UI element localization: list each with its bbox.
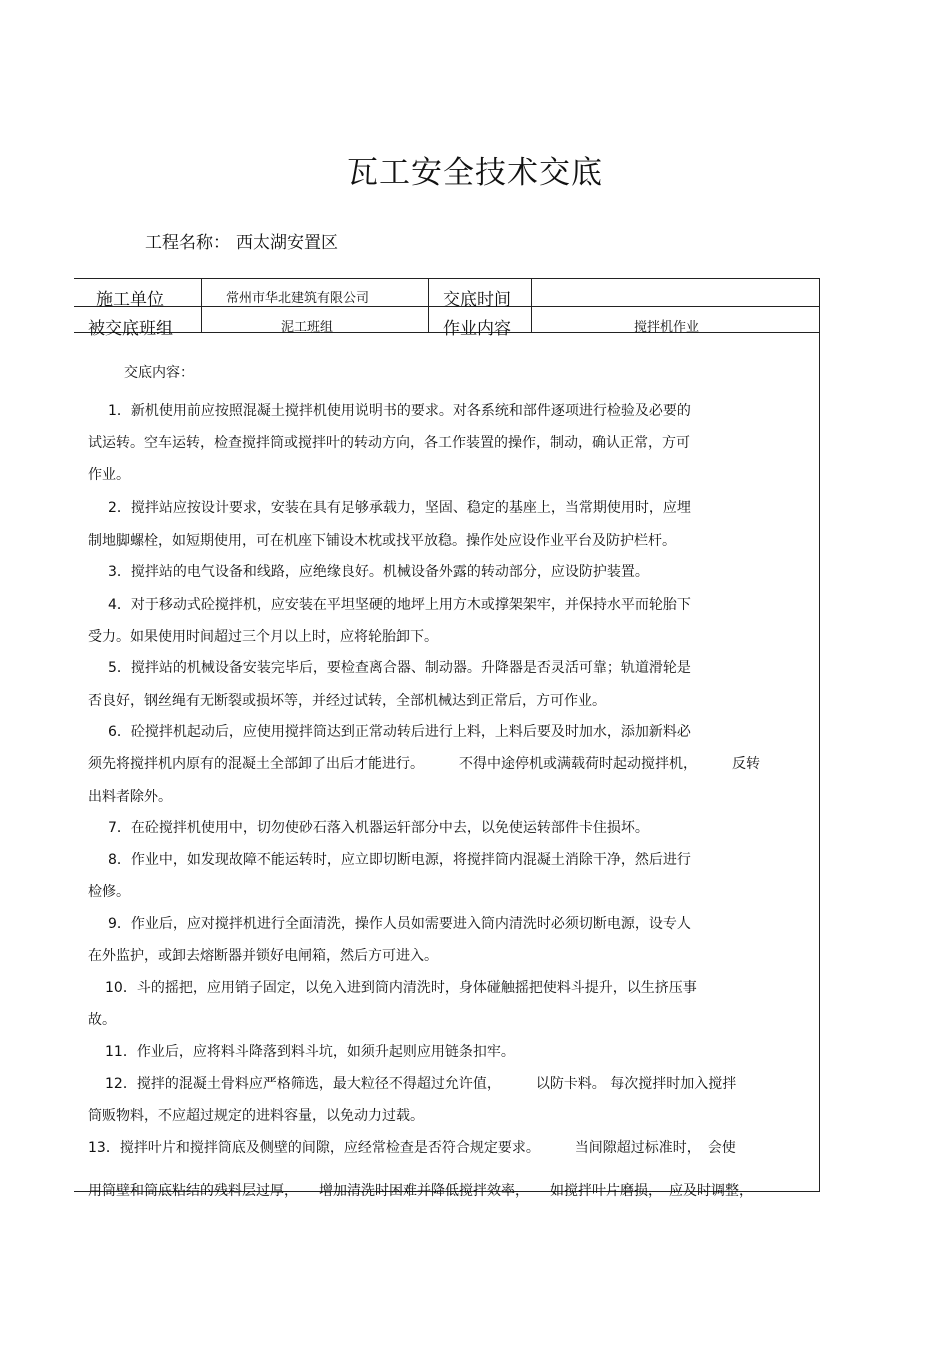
table-col-divider-1 — [201, 278, 202, 332]
table-col-divider-2 — [428, 278, 429, 332]
content-line: 1．新机使用前应按照混凝土搅拌机使用说明书的要求。对各系统和部件逐项进行检验及必要的 — [108, 403, 691, 419]
content-line: 6．砼搅拌机起动后，应使用搅拌筒达到正常动转后进行上料，上料后要及时加水，添加新料必 — [108, 724, 691, 740]
table-col-divider-3 — [531, 278, 532, 332]
content-line: 2．搅拌站应按设计要求，安装在具有足够承载力，坚固、稳定的基座上，当常期使用时，应埋 — [108, 500, 691, 516]
content-line: 筒贩物料，不应超过规定的进料容量，以免动力过载。 — [88, 1108, 424, 1124]
receiving-team-label: 被交底班组 — [88, 319, 173, 339]
table-top-border — [74, 278, 820, 279]
content-line: 作业。 — [88, 467, 130, 483]
project-name-line — [145, 228, 344, 253]
project-name-label: 工程名称： — [145, 233, 230, 253]
content-line: 3．搅拌站的电气设备和线路，应绝缘良好。机械设备外露的转动部分，应设防护装置。 — [108, 564, 649, 580]
handover-time-label: 交底时间 — [443, 290, 511, 310]
content-line: 用筒壁和筒底粘结的残料层过厚， 增加清洗时困难并降低搅拌效率， 如搅拌叶片磨损， 应及时调整， — [88, 1183, 753, 1199]
content-line: 出料者除外。 — [88, 789, 172, 805]
content-line: 故。 — [88, 1012, 116, 1028]
content-line: 受力。如果使用时间超过三个月以上时，应将轮胎卸下。 — [88, 629, 438, 645]
content-line: 试运转。空车运转，检查搅拌筒或搅拌叶的转动方向，各工作装置的操作，制动，确认正常，方可 — [88, 435, 690, 451]
content-line: 5．搅拌站的机械设备安装完毕后，要检查离合器、制动器。升降器是否灵活可靠；轨道滑轮是 — [108, 660, 691, 676]
content-heading: 交底内容： — [124, 365, 194, 381]
content-line: 在外监护，或卸去熔断器并锁好电闸箱，然后方可进入。 — [88, 948, 438, 964]
content-line: 7．在砼搅拌机使用中，切勿使砂石落入机器运轩部分中去，以免使运转部件卡住损坏。 — [108, 820, 649, 836]
content-line: 制地脚螺栓，如短期使用，可在机座下铺设木枕或找平放稳。操作处应设作业平台及防护栏杆。 — [88, 533, 676, 549]
content-line: 4．对于移动式砼搅拌机，应安装在平坦坚硬的地坪上用方木或撑架架牢，并保持水平而轮胎下 — [108, 597, 691, 613]
content-line: 12．搅拌的混凝土骨料应严格筛选，最大粒径不得超过允许值， 以防卡料。 每次搅拌时加入搅拌 — [105, 1076, 737, 1092]
content-line: 13．搅拌叶片和搅拌筒底及侧壁的间隙，应经常检查是否符合规定要求。 当间隙超过标准时， 会使 — [88, 1140, 736, 1156]
work-content-label: 作业内容 — [443, 319, 511, 339]
content-line: 8．作业中，如发现故障不能运转时，应立即切断电源，将搅拌筒内混凝土消除干净，然后进行 — [108, 852, 691, 868]
content-line: 检修。 — [88, 884, 130, 900]
content-line: 10．斗的摇把，应用销子固定，以免入进到筒内清洗时，身体碰触摇把使料斗提升，以生挤压事 — [105, 980, 697, 996]
receiving-team-value: 泥工班组 — [281, 320, 334, 335]
table-right-border — [819, 278, 820, 1192]
work-content-value: 搅拌机作业 — [634, 320, 700, 335]
document-title: 瓦工安全技术交底 — [347, 155, 603, 191]
construction-unit-value: 常州市华北建筑有限公司 — [226, 291, 370, 306]
content-line: 否良好，钢丝绳有无断裂或损坏等，并经过试转，全部机械达到正常后，方可作业。 — [88, 693, 606, 709]
content-line: 11．作业后，应将料斗降落到料斗坑，如须升起则应用链条扣牢。 — [105, 1044, 515, 1060]
project-name-value: 西太湖安置区 — [236, 233, 338, 253]
content-line: 9．作业后，应对搅拌机进行全面清洗，操作人员如需要进入筒内清洗时必须切断电源，设专人 — [108, 916, 691, 932]
content-line: 须先将搅拌机内原有的混凝土全部卸了出后才能进行。 不得中途停机或满载荷时起动搅拌机， 反转 — [88, 756, 760, 772]
construction-unit-label: 施工单位 — [96, 290, 164, 310]
